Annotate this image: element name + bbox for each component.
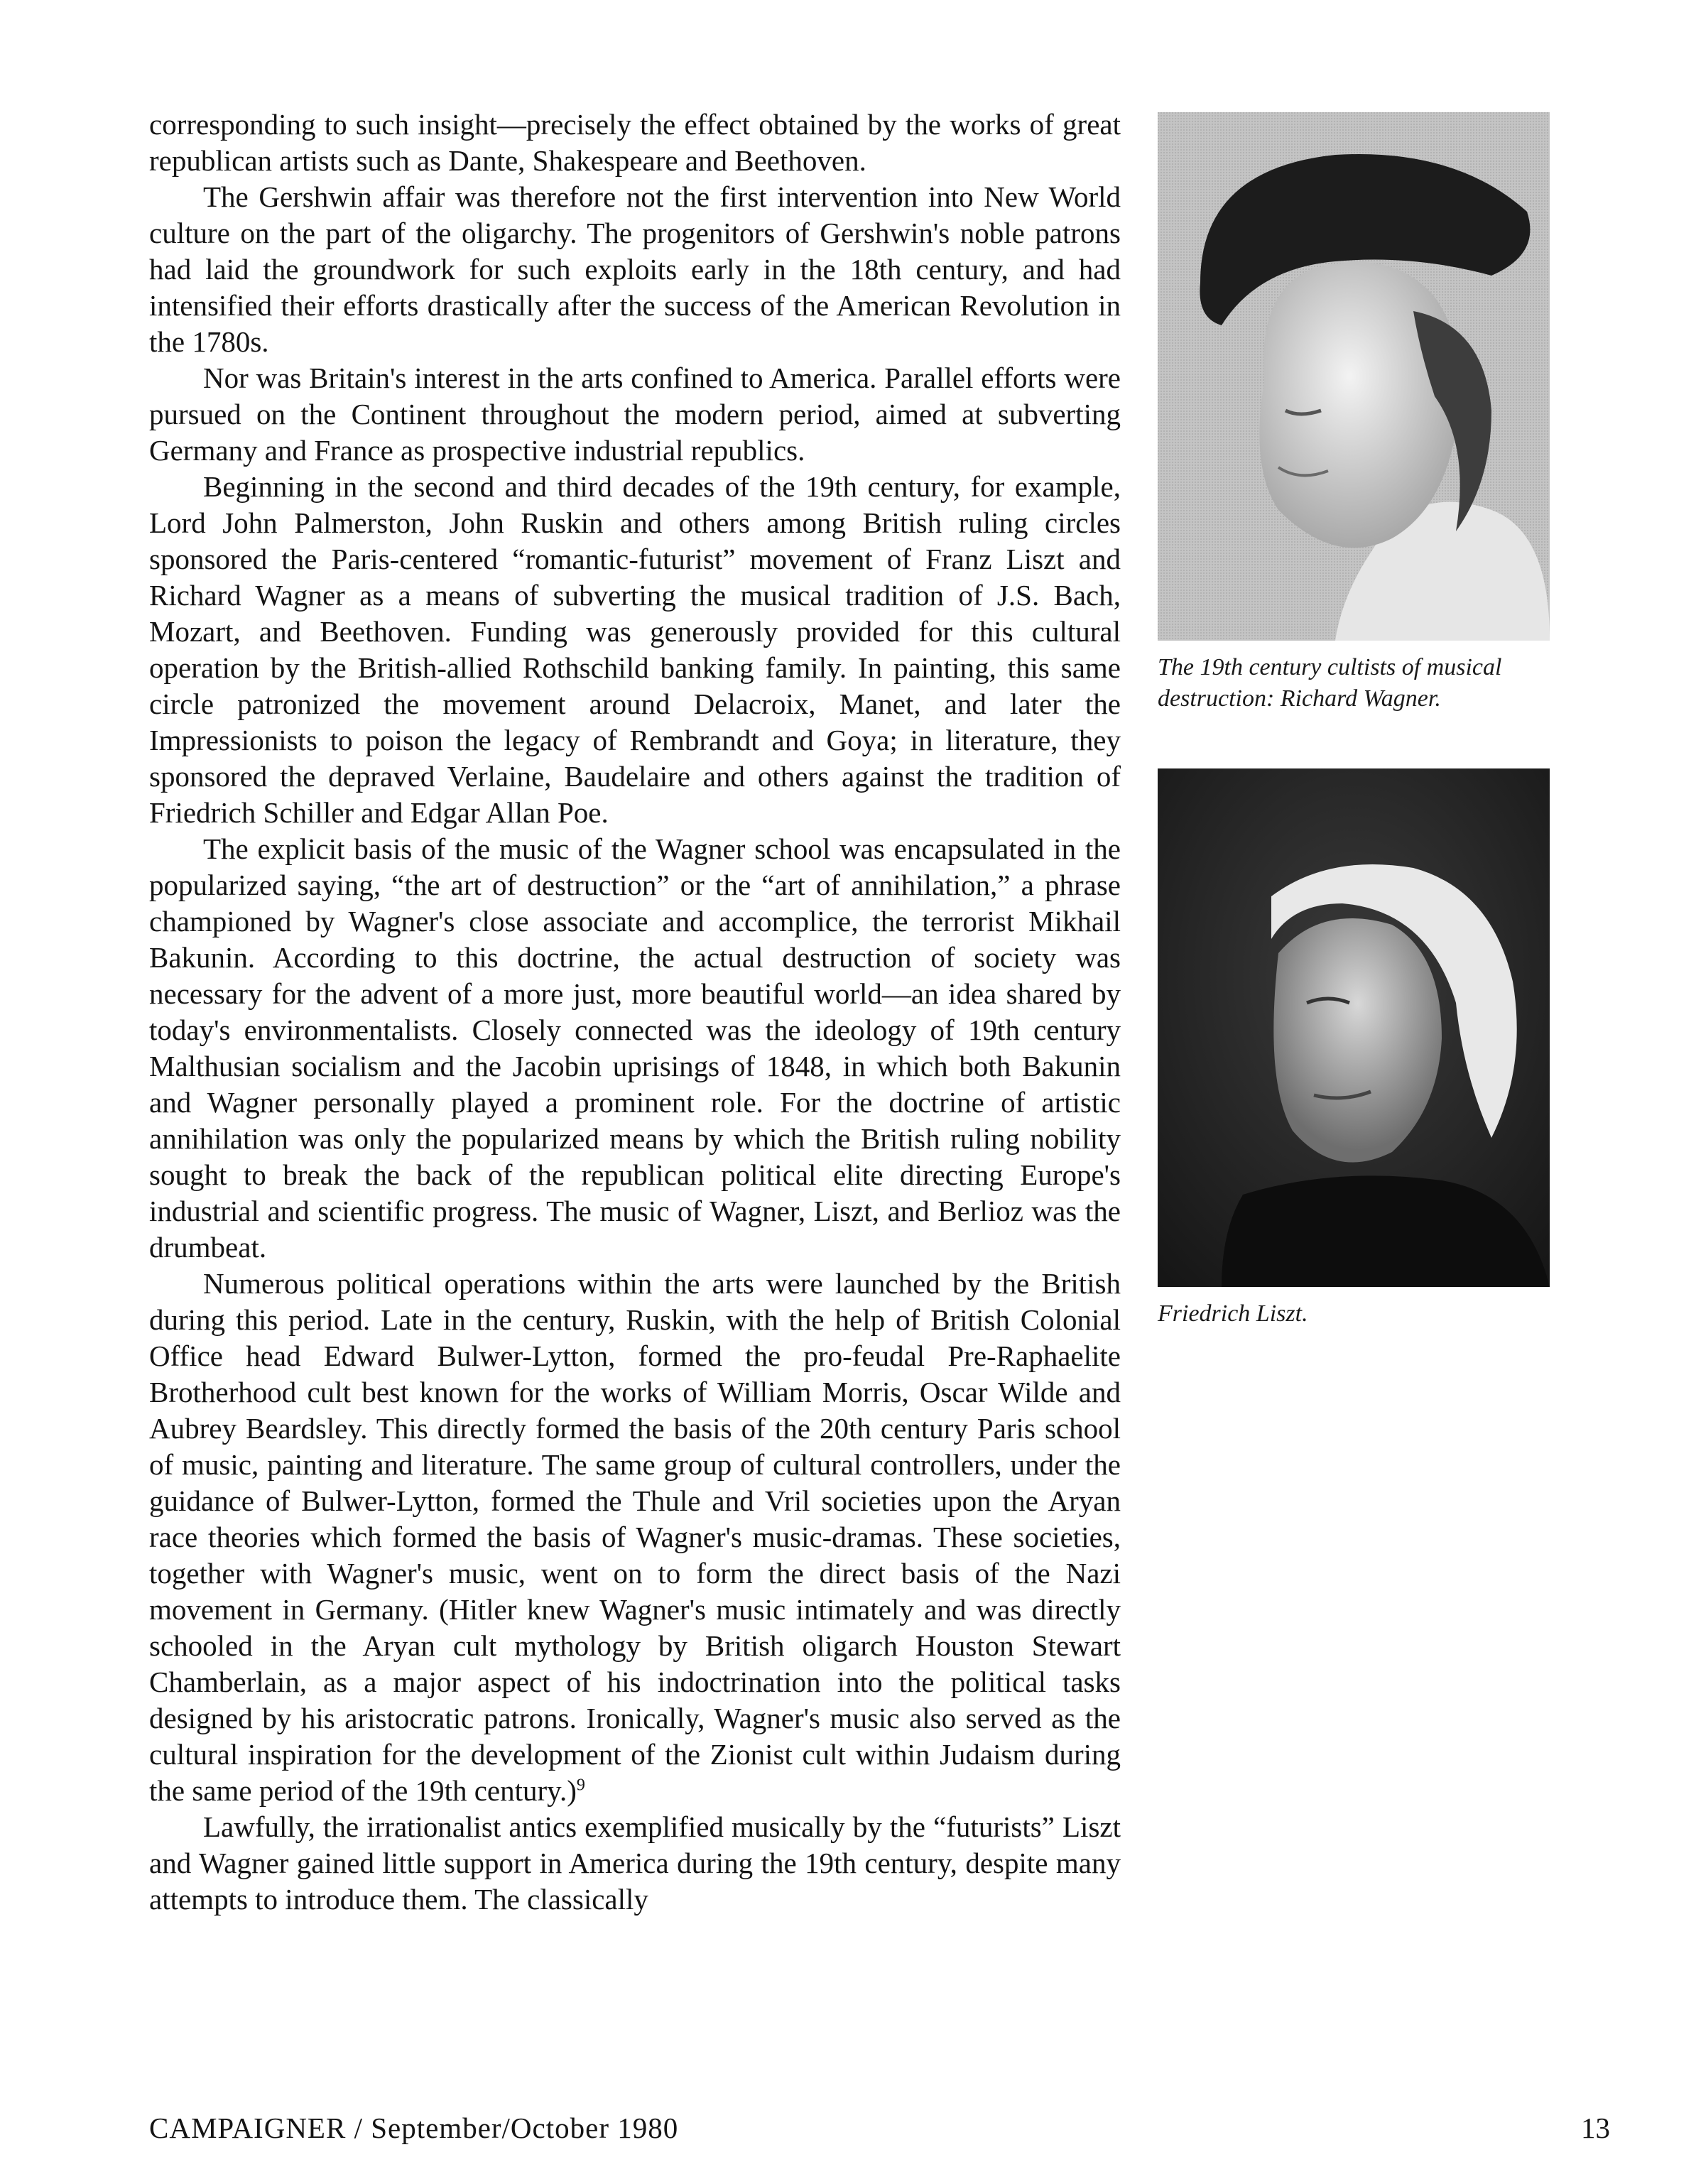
paragraph: The Gershwin affair was therefore not the first intervention into New World culture on the part of the oligarchy. The progenitors of Gershwin's noble patrons had laid the groundwork for such exploits early in the 18th century, and had intensified their efforts drastically after the success of the American Revolution in the 1780s.	[149, 180, 1121, 358]
publication-footer: CAMPAIGNER / September/October 1980	[149, 2112, 679, 2144]
paragraph: corresponding to such insight—precisely the effect obtained by the works of great republican artists such as Dante, Shakespeare and Beethoven.	[149, 108, 1121, 177]
liszt-photo-caption: Friedrich Liszt.	[1158, 1300, 1308, 1327]
paragraph: Beginning in the second and third decades of the 19th century, for example, Lord John Palmerston, John Ruskin and others among British ruling circles sponsored the Paris-centered “romantic-futurist” movement of Franz Liszt and Richard Wagner as a means of subverting the musical tradition of J.S. Bach, Mozart, and Beethoven. Funding was generously provided for this cultural operation by the British-allied Rothschild banking family. In painting, this same circle patronized the movement around Delacroix, Manet, and later the Impressionists to poison the legacy of Rembrandt and Goya; in literature, they sponsored the depraved Verlaine, Baudelaire and others against the tradition of Friedrich Schiller and Edgar Allan Poe.	[149, 470, 1121, 829]
paragraph-text: Numerous political operations within the arts were launched by the British during this period. Late in the century, Ruskin, with the help of British Colonial Office head Edward Bulwer-Lytton, formed the pro-feudal Pre-Raphaelite Brotherhood cult best known for the works of William Morris, Oscar Wilde and Aubrey Beardsley. This directly formed the basis of the 20th century Paris school of music, painting and literature. The same group of cultural controllers, under the guidance of Bulwer-Lytton, formed the Thule and Vril societies upon the Aryan race theories which formed the basis of Wagner's music-dramas. These societies, together with Wagner's music, went on to form the direct basis of the Nazi movement in Germany. (Hitler knew Wagner's music intimately and was directly schooled in the Aryan cult mythology by British oligarch Houston Stewart Chamberlain, as a major aspect of his indoctrination into the political tasks designed by his aristocratic patrons. Ironically, Wagner's music also served as the cultural inspiration for the development of the Zionist cult within Judaism during the same period of the 19th century.)	[149, 1267, 1121, 1807]
wagner-portrait-photo	[1158, 112, 1550, 641]
paragraph	[149, 1266, 1121, 1809]
paragraph: Nor was Britain's interest in the arts confined to America. Parallel efforts were pursued on the Continent throughout the modern period, aimed at subverting Germany and France as prospective industrial republics.	[149, 362, 1121, 467]
liszt-portrait-image	[1158, 768, 1550, 1287]
wagner-portrait-image	[1158, 112, 1550, 641]
liszt-portrait-photo	[1158, 768, 1550, 1287]
paragraph: The explicit basis of the music of the Wagner school was encapsulated in the popularized saying, “the art of destruction” or the “art of annihilation,” a phrase championed by Wagner's close associate and accomplice, the terrorist Mikhail Bakunin. According to this doctrine, the actual destruction of society was necessary for the advent of a more just, more beautiful world—an idea shared by today's environmentalists. Closely connected was the ideology of 19th century Malthusian socialism and the Jacobin uprisings of 1848, in which both Bakunin and Wagner personally played a prominent role. For the doctrine of artistic annihilation was only the popularized means by which the British ruling nobility sought to break the back of the republican political elite directing Europe's industrial and scientific progress. The music of Wagner, Liszt, and Berlioz was the drumbeat.	[149, 832, 1121, 1264]
article-body	[149, 107, 1121, 1918]
page-number: 13	[1581, 2112, 1610, 2144]
paragraph: Lawfully, the irrationalist antics exemplified musically by the “futurists” Liszt and Wagner gained little support in America during the 19th century, despite many attempts to introduce them. The classically	[149, 1810, 1121, 1916]
wagner-photo-caption: The 19th century cultists of musical destruction: Richard Wagner.	[1158, 654, 1502, 712]
footnote-marker: 9	[576, 1776, 585, 1795]
